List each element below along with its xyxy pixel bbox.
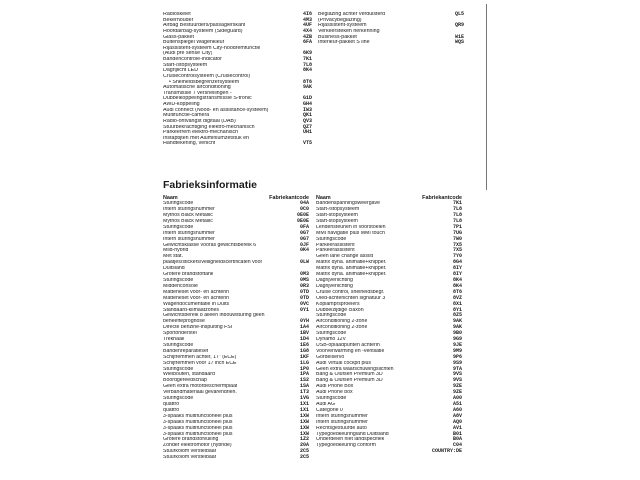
option-code: 9AK [302,84,312,91]
option-name: Middenconsole [163,283,198,289]
option-code: 1KF [299,353,309,360]
option-code: 1BV [299,330,309,337]
option-code: 9ZE [452,383,462,390]
option-name: Radio-ontvangst digitaal (DAB) [163,118,236,124]
option-code: 9VS [452,377,462,384]
option-code: A00 [452,395,462,402]
option-name: Mythos Black Metallic [163,218,213,224]
option-code: 1LG [299,359,309,366]
option-code: VT5 [302,140,312,147]
option-name: Rechtsgestuurde auto [316,425,367,431]
option-code: 1D4 [299,336,309,343]
option-name: Intern sturingsnummer [316,419,368,425]
option-name: USB-oplaadpunten achterin [316,342,380,348]
option-name: Dynamo 12V [316,337,346,343]
option-code: 8G4 [452,259,462,266]
option-code: 9VS [452,371,462,378]
option-name: Parkeerassistent [316,242,355,248]
fabrieksinformatie-left-column [163,195,309,461]
option-code: 1S2 [299,377,309,384]
option-code: QL5 [454,11,464,17]
option-code: AV1 [452,424,462,431]
option-name: Schijfremmen voor 17 inch ECE [163,360,237,366]
option-code: IW3 [302,106,312,113]
option-code: 6FA [302,39,312,46]
header-name: Naam [163,195,178,201]
option-name: • Snelheidsbegrenzersysteem [169,79,240,85]
option-name: Bang & Olufsen Premium 3D [316,378,383,384]
option-code: 0JF [299,241,309,248]
option-code: 4UF [302,22,312,29]
option-name: Automatische airconditioning [163,85,231,91]
option-code: 9AK [452,318,462,325]
option-code: 8Z5 [452,312,462,319]
option-code: 4M3 [302,16,312,23]
option-name: Audi Phone box [316,390,353,396]
option-row [163,455,309,461]
option-name: Standaard-klimaatzones [163,307,219,313]
option-code: 1T3 [299,389,309,396]
option-name: Bandencontrole-indicator [163,57,222,62]
option-name: Parkeerrem elektro-mechanisch [163,130,239,136]
option-code: 7Y0 [452,253,462,260]
option-name: Matrix dyna. animatie+knipper. [316,272,387,278]
option-name: Business-pakket [318,34,357,40]
option-name: (Audi pre sense City) [163,51,213,57]
option-code: 0LW [299,259,309,266]
option-code: 0K4 [299,247,309,254]
option-name: quattro [163,402,180,408]
option-code: 8K4 [452,276,462,283]
option-code: 0G7 [299,235,309,242]
option-code: G1D [302,95,312,102]
option-name: beheefteprognose [163,319,205,325]
option-name: Intern sturingsnummer [163,207,215,213]
option-code: 1XW [299,424,309,431]
option-name: Matteneset voor- en achterin [163,289,230,295]
option-name: Dagrijverlichting [316,277,353,283]
option-code: 8IY [452,265,462,272]
option-name: Bekerhouder [163,17,194,23]
option-name: Gordelservo [316,354,345,360]
option-name: Intern sturingsnummer [316,413,368,419]
option-code: 0M3 [299,271,309,278]
option-code: COUNTRY:DE [431,448,462,455]
option-name: Sturingscode [163,342,194,348]
option-name: Start-/stopsysteem [163,62,208,68]
section-title: Fabrieksinformatie [163,179,257,191]
option-code: 8VZ [452,294,462,301]
option-name: quattro [163,407,180,413]
option-code: 8K4 [302,67,312,74]
option-name: 3-spaaks multifunctioneel plus [163,413,233,419]
option-code: 0MS [299,276,309,283]
option-code: 1A4 [299,324,309,331]
option-code: 0E0E [296,217,309,224]
option-name: Verbandmateriaal gevarendrieh. [163,390,237,396]
option-code: A51 [452,401,462,408]
option-name: Directe benzine-inspuiting FSI [163,325,233,331]
option-row [318,40,464,46]
option-name: Dagrijlicht LED [163,68,199,74]
option-name: Matrix dyna. animatie+knipper. [316,260,387,266]
option-name: Airconditioning 2-zone [316,325,368,331]
option-name: Intern sturingsnummer [163,236,215,242]
option-name: Geen extra waarschuwingslichten [316,366,394,372]
option-code: 7P1 [452,223,462,230]
option-code: 2C5 [299,448,309,455]
option-code: 1PA [299,371,309,378]
option-name: Wagendocumentatie in Duits [163,301,230,307]
option-name: Sportonderstel [163,331,197,337]
option-code: 04A [299,200,309,207]
option-name: Parkeerassistent [316,248,355,254]
option-name: Typegoedkeuring conform [316,443,376,449]
option-name: Sturingscode [316,313,347,319]
option-name: Interieur-pakket S line [318,40,370,46]
option-code: 20A [299,442,309,449]
option-name: Airbag Bestuurders/passagierskant [163,23,246,29]
option-name: Start-/stopsysteem [316,207,360,213]
option-name: Oled-achterlichten signatuur 3 [316,295,386,301]
option-name: Audi Phone Box [316,384,354,390]
option-code: 0YH [299,318,309,325]
option-name: Matrix dyna. animatie+knipper. [316,266,387,272]
option-code: 9JE [452,341,462,348]
option-code: B01 [452,430,462,437]
option-name: Radioskelet [163,12,191,17]
option-name: Trekhaak [163,337,185,343]
option-code: 1SA [299,383,309,390]
option-code: QK1 [302,112,312,119]
option-code: 4ZB [302,33,312,40]
option-name: AWD-koppeling [163,102,200,107]
option-name: Rijassistent-systeem City-noodremfunctie [163,45,261,51]
option-code: 7L8 [452,212,462,219]
header-code: Fabriekantcode [269,195,309,201]
option-name: Audi connect (Nood- en assistance-systeem) [163,107,269,113]
option-code: W1E [454,33,464,40]
option-code: 9S9 [452,359,462,366]
option-code: 0G7 [299,229,309,236]
option-name: Verkeersteken herkenning [318,28,380,34]
option-name: Sturingscode [163,201,194,207]
option-code: 1P0 [299,365,309,372]
option-code: 7K1 [452,200,462,207]
option-code: 9B0 [452,330,462,337]
option-code: 7X5 [452,247,462,254]
option-code: 7L8 [452,206,462,213]
option-name: Sturingscode [316,236,347,242]
option-code: 1VG [299,395,309,402]
option-name: Onderdelen niet landspecifiek [316,437,385,443]
option-name: Instaptijten met Aluminiumzetstuk en [163,135,249,141]
option-name: Lendensteunen in voorstoelen [316,224,386,230]
option-name: Koplamprsproeiers [316,301,360,307]
option-code: 0TD [299,288,309,295]
option-name: Dubbelkoppelingstransmissie S-tronic [163,96,252,102]
option-name: Bandenspanningsweergave [316,201,381,207]
option-row [163,141,312,147]
option-code: 8T6 [452,288,462,295]
option-name: Gewichtsklasse vooras gewichtsbereik 6 [163,242,257,248]
option-name: Sturingscode [163,396,194,402]
option-code: WQS [454,39,464,46]
option-code: 0TD [299,294,309,301]
option-name: Boordgereedschap [163,378,207,384]
option-name: Hoofdairbag-systeem (Sideguard) [163,28,243,34]
option-name: Grotere brandstofvulling [163,437,219,443]
option-row [316,449,462,455]
option-code: C04 [452,442,462,449]
option-code: 1XW [299,418,309,425]
option-name: Zonder elektromotor (hybride) [163,443,232,449]
option-code: QZ7 [302,123,312,130]
option-name: Start-stopsysteem [316,218,358,224]
option-code: 1XW [299,412,309,419]
option-code: 1Z2 [299,436,309,443]
option-code: AQ0 [452,418,462,425]
option-code: 9M9 [452,347,462,354]
option-name: 3-spaaks multifunctioneel plus [163,419,233,425]
option-code: 1G8 [299,347,309,354]
option-code: 8K4 [452,282,462,289]
option-code: A60 [452,406,462,413]
option-name: Cruise control, snelheidsbegr. [316,289,385,295]
option-name: Audi Virtual cockpit plus [316,360,371,366]
option-name: Sturingscode [316,331,347,337]
option-code: 9AK [452,324,462,331]
option-code: 0E0E [296,212,309,219]
option-name: Bang & Olufsen Premium 3D [316,372,383,378]
option-code: 7UG [452,229,462,236]
option-name: Intern sturingsnummer [163,230,215,236]
option-name: Handtekening, verlicht [163,141,216,147]
option-name: Duitsland [163,266,185,272]
option-code: 9P6 [452,353,462,360]
option-name: MMI navigatie plus MMI touch [316,230,385,236]
option-code: 4I6 [302,11,312,17]
option-name: Schijfremmen achter, 17" (ECE) [163,354,237,360]
option-name: Sturingscode [163,366,194,372]
option-name: Rijassistent-systeem [318,23,367,29]
option-name: Cruisecontrolsysteem (Cruisecontrol) [163,73,251,79]
header-name: Naam [316,195,331,201]
option-name: plaatjes/stickers/veiligheidscertificaten voor [163,260,263,266]
option-name: Mild-hybrid [163,248,189,254]
option-code: B0A [452,436,462,443]
option-name: 3-spaaks multifunctioneel plus [163,425,233,431]
option-code: 4X4 [302,27,312,34]
option-name: Typegoedkeuringland Duitsland [316,431,389,437]
option-name: Bandenreparatieset [163,348,209,354]
option-name: Glass-pakket [163,34,194,40]
option-name: Audi AG [316,402,336,408]
option-name: Dagrijverlichting [316,283,353,289]
option-name: (Privacybeglazing) [318,17,362,23]
option-code: UH1 [302,129,312,136]
option-name: Mythos Black Metallic [163,213,213,219]
option-code: 7L8 [302,61,312,68]
option-name: Geen lane change assist [316,254,374,260]
page-divider [486,4,487,190]
option-name: Met stat. [163,254,183,260]
option-code: QV3 [302,117,312,124]
option-name: Multifunctie-camera [163,113,210,119]
option-code: 1X1 [299,401,309,408]
option-code: 0VC [299,300,309,307]
option-code: 8IY [452,271,462,278]
option-code: 9TA [452,365,462,372]
option-code: 1XW [299,430,309,437]
option-name: Sturingscode [163,224,194,230]
option-name: Wielbouten, standaard [163,372,215,378]
fabrieksinformatie-right-column [316,195,462,455]
top-options-right [318,12,464,46]
option-code: 9G9 [452,336,462,343]
option-name: Sturingscode [163,277,194,283]
option-code: 8X1 [452,300,462,307]
option-name: Voorverwarming en -ventilatie [316,348,385,354]
option-name: Gewichtsbereik 8 alleen inbouwsturing geen [163,313,265,319]
option-code: A8V [452,412,462,419]
option-code: 6K9 [302,50,312,57]
option-name: Sturingscode [316,396,347,402]
header-code: Fabriekantcode [422,195,462,201]
option-code: 7X5 [452,241,462,248]
option-code: QR9 [454,22,464,29]
option-code: 0R3 [299,282,309,289]
option-name: Stuurbekrachtiging elektro-mechanisch [163,124,255,130]
option-code: 9ZE [452,389,462,396]
option-name: Stuurkolom verstelbaar [163,455,217,461]
option-code: 2C5 [299,454,309,461]
option-name: Stuurkolom verstelbaar [163,449,217,455]
top-options-left [163,12,312,147]
option-name: Matteneset voor- en achterin [163,295,230,301]
option-name: Grotere brandstoftank [163,272,214,278]
option-name: Buitenspiegel Wagenkleur [163,40,225,46]
option-name: Categorie 0 [316,407,343,413]
option-code: 7W0 [452,235,462,242]
option-code: 0Y1 [299,306,309,313]
option-code: 8T6 [302,78,312,85]
option-code: 0C0 [299,206,309,213]
option-name: Geen extra motorbeschermplaat [163,384,238,390]
option-name: 3-spaaks multifunctioneel plus [163,431,233,437]
option-name: Airconditioning 2-zone [316,319,368,325]
option-code: 0FA [299,223,309,230]
option-code: 1X1 [299,406,309,413]
option-name: Transmissie 7 versnellingen - [163,90,232,96]
option-name: Start-stopsysteem [316,213,358,219]
option-code: 1E6 [299,341,309,348]
option-name: Beglazing achter verduisterd [318,12,386,17]
option-name: Dubbelzijdige claxon [316,307,364,313]
option-code: GH4 [302,101,312,107]
option-code: 7L8 [452,217,462,224]
option-code: 7K1 [302,56,312,62]
option-code: 8Y1 [452,306,462,313]
